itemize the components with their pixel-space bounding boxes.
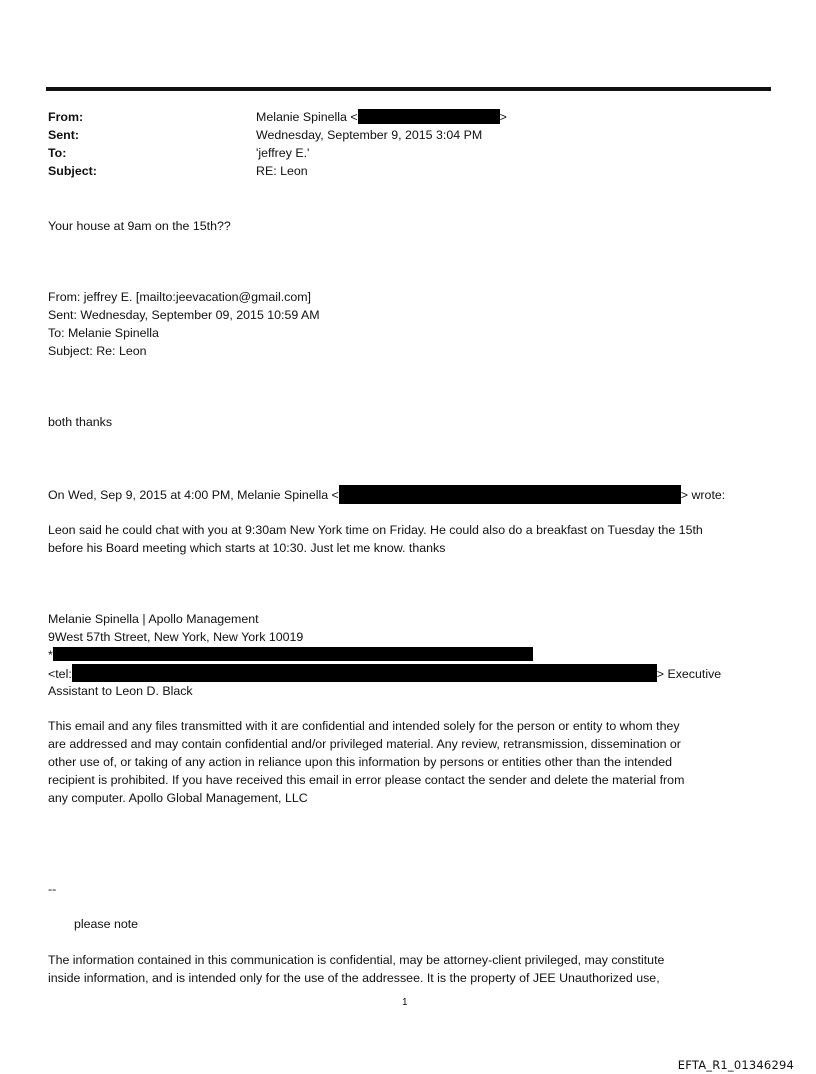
on-wrote-line xyxy=(48,485,725,504)
from-close: > xyxy=(499,110,507,124)
disclaimer-line: recipient is prohibited. If you have received this email in error please contact the sender and delete the material from xyxy=(48,773,685,787)
quoted-from-line: From: jeffrey E. [mailto:jeevacation@gmail.com] xyxy=(48,290,312,304)
original-body-line: Leon said he could chat with you at 9:30am New York time on Friday. He could also do a breakfast on Tuesday the 15th xyxy=(48,523,703,537)
sent-value: Wednesday, September 9, 2015 3:04 PM xyxy=(256,128,483,142)
quoted-sent-line: Sent: Wednesday, September 09, 2015 10:59 AM xyxy=(48,308,320,322)
to-value: 'jeffrey E.' xyxy=(256,146,310,160)
disclaimer xyxy=(48,717,768,807)
signature-phone-line xyxy=(48,646,533,664)
reply-body: Your house at 9am on the 15th?? xyxy=(48,219,231,233)
document-id: EFTA_R1_01346294 xyxy=(677,1058,794,1072)
subject-label: Subject: xyxy=(48,164,97,178)
from-label: From: xyxy=(48,110,84,124)
notice-line: The information contained in this communication is confidential, may be attorney-client privileged, may constitute xyxy=(48,953,665,967)
please-note: please note xyxy=(74,917,139,931)
signature-address: 9West 57th Street, New York, New York 10019 xyxy=(48,630,304,644)
original-body xyxy=(48,521,768,557)
redaction-bar xyxy=(339,485,681,504)
disclaimer-line: are addressed and may contain confidential and/or privileged material. Any review, retransmission, dissemination or xyxy=(48,737,681,751)
notice-line: inside information, and is intended only for the use of the addressee. It is the property of JEE Unauthorized use, xyxy=(48,971,660,985)
signature-title: Assistant to Leon D. Black xyxy=(48,684,193,698)
quoted-subject-line: Subject: Re: Leon xyxy=(48,344,147,358)
disclaimer-line: any computer. Apollo Global Management, LLC xyxy=(48,791,308,805)
signature-block xyxy=(48,610,768,646)
signature-tel-line xyxy=(48,664,721,683)
disclaimer-line: This email and any files transmitted with it are confidential and intended solely for the person or entity to whom they xyxy=(48,719,680,733)
quoted-body: both thanks xyxy=(48,415,113,429)
sent-label: Sent: xyxy=(48,128,79,142)
tel-prefix: <tel: xyxy=(48,667,72,681)
on-wrote-suffix: > wrote: xyxy=(680,488,726,502)
to-label: To: xyxy=(48,146,67,160)
confidentiality-notice xyxy=(48,951,768,987)
header-divider xyxy=(46,87,771,91)
redaction-bar xyxy=(358,109,500,124)
tel-suffix: > Executive xyxy=(656,667,722,681)
on-wrote-prefix: On Wed, Sep 9, 2015 at 4:00 PM, Melanie Spinella < xyxy=(48,488,339,502)
from-name: Melanie Spinella < xyxy=(256,110,358,124)
quoted-to-line: To: Melanie Spinella xyxy=(48,326,159,340)
redaction-bar xyxy=(53,647,533,661)
disclaimer-line: other use of, or taking of any action in reliance upon this information by persons or entities other than the intended xyxy=(48,755,673,769)
quoted-header xyxy=(48,288,768,360)
phone-prefix: * xyxy=(48,648,53,662)
subject-value: RE: Leon xyxy=(256,164,308,178)
page-number: 1 xyxy=(402,997,408,1008)
signature-name: Melanie Spinella | Apollo Management xyxy=(48,612,259,626)
from-value xyxy=(256,108,507,126)
redaction-bar xyxy=(72,664,657,682)
sig-separator: -- xyxy=(48,882,57,896)
original-body-line: before his Board meeting which starts at 10:30. Just let me know. thanks xyxy=(48,541,446,555)
